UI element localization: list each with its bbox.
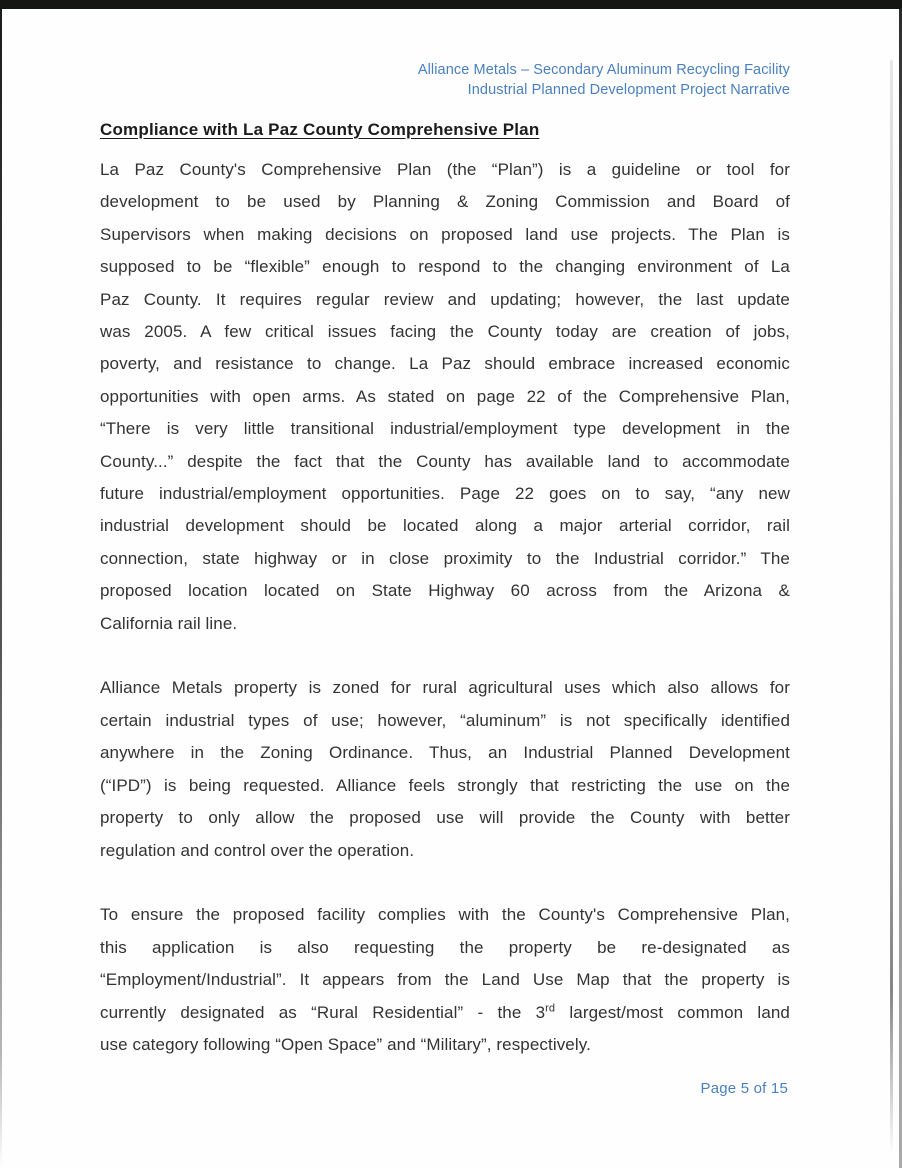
document-body: [100, 154, 790, 1061]
text-line: La Paz County's Comprehensive Plan (the “Plan”) is a guideline or tool for: [100, 160, 790, 179]
paragraph: [100, 154, 790, 640]
text-line: Alliance Metals property is zoned for rural agricultural uses which also allows for: [100, 678, 790, 698]
text-line: (“IPD”) is being requested. Alliance feels strongly that restricting the use on the: [100, 775, 790, 795]
scan-top-edge-bar: [0, 0, 902, 9]
text-line: “Employment/Industrial”. It appears from the Land Use Map that the property is: [100, 970, 790, 990]
text-line: was 2005. A few critical issues facing the County today are creation of jobs,: [100, 322, 790, 342]
text-line: anywhere in the Zoning Ordinance. Thus, an Industrial Planned Development: [100, 743, 790, 763]
text-line: California rail line.: [100, 613, 238, 633]
text-line: poverty, and resistance to change. La Paz should embrace increased economic: [100, 354, 790, 374]
document-content: [100, 119, 790, 1061]
page-number: Page 5 of 15: [700, 1080, 788, 1097]
scan-right-edge-shadow: [890, 60, 893, 1155]
section-heading: Compliance with La Paz County Comprehensive Plan: [100, 120, 540, 139]
text-line: connection, state highway or in close proximity to the Industrial corridor.” The: [100, 548, 790, 568]
text-line: Supervisors when making decisions on proposed land use projects. The Plan is: [100, 224, 790, 244]
text-line: To ensure the proposed facility complies with the County's Comprehensive Plan,: [100, 905, 790, 925]
header-line-2: Industrial Planned Development Project Narrative: [467, 82, 790, 98]
text-line: use category following “Open Space” and “Military”, respectively.: [100, 1034, 591, 1054]
scan-left-edge-line: [0, 9, 2, 1168]
document-header: [418, 60, 790, 100]
text-line: industrial development should be located along a major arterial corridor, rail: [100, 516, 790, 536]
paragraph: [100, 672, 790, 866]
text-line: this application is also requesting the property be re-designated as: [100, 937, 790, 957]
text-line: regulation and control over the operation.: [100, 840, 415, 860]
header-line-1: Alliance Metals – Secondary Aluminum Recycling Facility: [417, 62, 790, 78]
text-line: property to only allow the proposed use will provide the County with better: [100, 808, 790, 828]
text-line: proposed location located on State Highway 60 across from the Arizona &: [100, 581, 790, 601]
text-line: Paz County. It requires regular review and updating; however, the last update: [100, 289, 790, 309]
text-line: County...” despite the fact that the County has available land to accommodate: [100, 451, 790, 471]
text-line: future industrial/employment opportunities. Page 22 goes on to say, “any new: [100, 484, 790, 504]
text-line: supposed to be “flexible” enough to respond to the changing environment of La: [100, 257, 790, 277]
text-line: certain industrial types of use; however, “aluminum” is not specifically identified: [100, 710, 790, 730]
text-line: development to be used by Planning & Zoning Commission and Board of: [100, 192, 790, 212]
text-line: opportunities with open arms. As stated on page 22 of the Comprehensive Plan,: [100, 386, 790, 406]
text-line: “There is very little transitional industrial/employment type development in the: [100, 419, 790, 439]
paragraph: [100, 899, 790, 1061]
text-line: currently designated as “Rural Residential” - the 3rd largest/most common land: [100, 1001, 790, 1022]
